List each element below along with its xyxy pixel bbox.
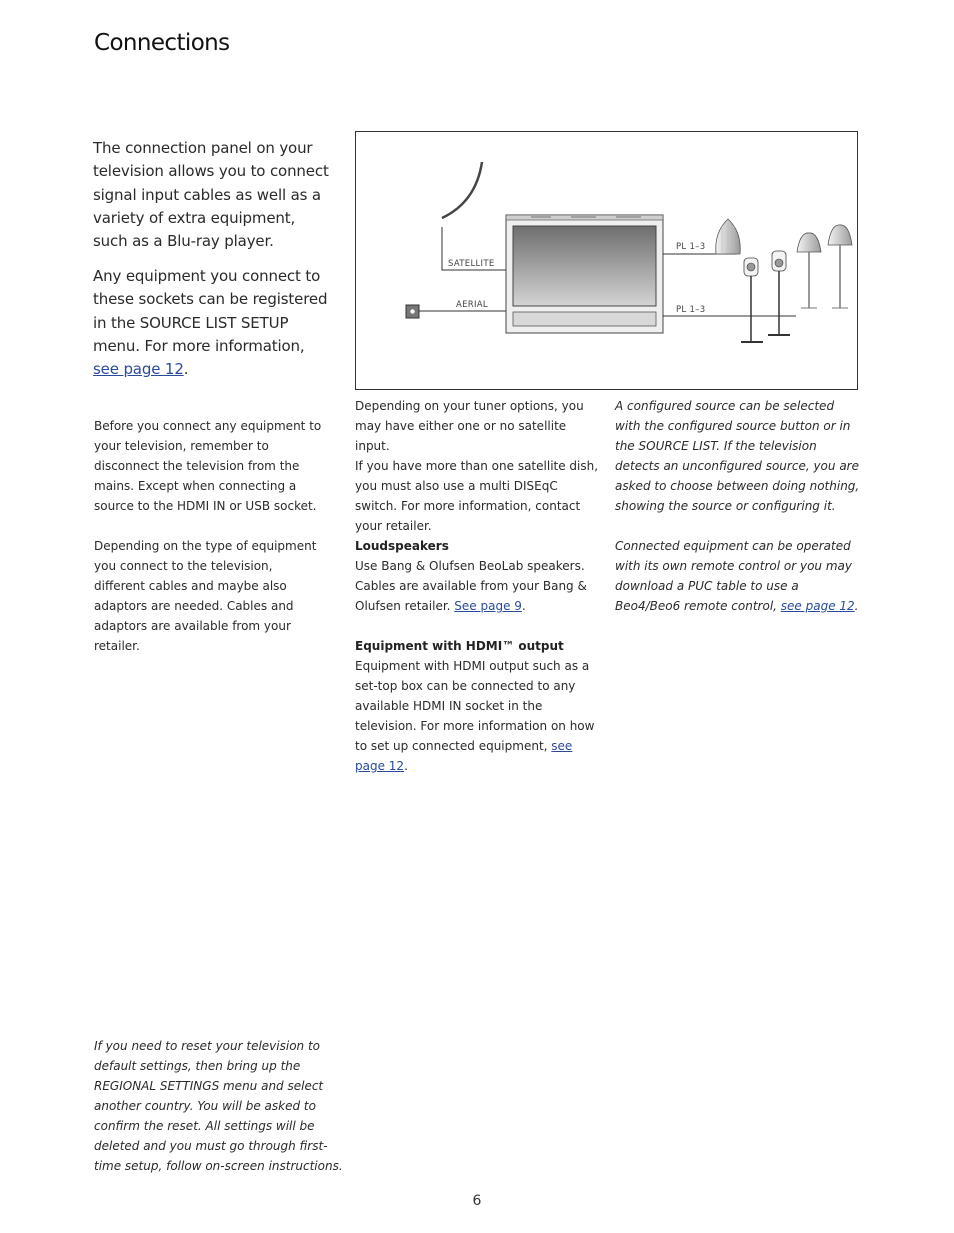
hdmi-text: Equipment with HDMI output such as a set-top box can be connected to any available HDMI IN socket in the television. For more information on how to set up connected equipment, [355,659,595,753]
see-page-9-link[interactable]: See page 9 [454,599,522,613]
intro-paragraph-2-end: . [183,360,189,379]
middle-paragraph-1: Depending on your tuner options, you may have either one or no satellite input. [355,399,584,453]
right-paragraph-2-end: . [854,599,859,613]
speaker-cone-icon-2 [828,225,852,308]
hdmi-see-page-12-link[interactable]: see page 12 [355,739,573,773]
page-title: Connections [94,30,230,56]
left-paragraph-1: Before you connect any equipment to your television, remember to disconnect the television from the mains. Except when connecting a source to the HDMI IN or USB socket. [94,419,322,513]
intro-paragraph-2 [93,265,329,381]
hdmi-end: . [404,759,408,773]
pl-bottom-label: PL 1–3 [676,305,706,315]
loudspeakers-heading: Loudspeakers [355,539,449,553]
speaker-egg-icon [716,219,741,254]
hdmi-heading: Equipment with HDMI™ output [355,639,564,653]
page-number: 6 [472,1193,482,1209]
speaker-cone-icon-1 [797,233,821,308]
reset-note: If you need to reset your television to default settings, then bring up the REGIONAL SETTINGS menu and select another country. You will be asked to confirm the reset. All settings will be deleted and you must go through first-time setup, follow on-screen instructions. [94,1039,343,1173]
right-see-page-12-link[interactable]: see page 12 [780,599,855,613]
connection-diagram [355,131,858,390]
satellite-label: SATELLITE [448,259,495,269]
speaker-stand-icon-1 [741,258,763,342]
speaker-stand-icon-2 [768,251,790,335]
intro-paragraph-2-text: Any equipment you connect to these sockets can be registered in the SOURCE LIST SETUP menu. For more information, [93,267,328,355]
right-paragraph-1: A configured source can be selected with the configured source button or in the SOURCE LIST. If the television detects an unconfigured source, you are asked to choose between doing nothing, showing the source or configuring it. [615,399,860,513]
right-paragraph-2-text: Connected equipment can be operated with its own remote control or you may download a PUC table to use a Beo4/Beo6 remote control, [615,539,852,613]
satellite-dish-icon [442,162,482,218]
loudspeakers-section [355,536,600,616]
see-page-12-link[interactable]: see page 12 [93,360,184,379]
loudspeakers-text: Use Bang & Olufsen BeoLab speakers. Cables are available from your Bang & Olufsen retailer. [355,559,587,613]
right-paragraph-2 [615,536,863,616]
intro-paragraph-1: The connection panel on your television allows you to connect signal input cables as well as a variety of extra equipment, such as a Blu-ray player. [93,139,329,251]
television-icon [506,215,663,333]
hdmi-section [355,636,600,776]
pl-top-label: PL 1–3 [676,242,706,252]
loudspeakers-end: . [521,599,526,613]
middle-paragraph-2: If you have more than one satellite dish, you must also use a multi DISEqC switch. For more information, contact your retailer. [355,459,599,533]
connection-diagram-svg [356,132,859,391]
left-paragraph-2: Depending on the type of equipment you connect to the television, different cables and maybe also adaptors are needed. Cables and adaptors are available from your retailer. [94,539,317,653]
aerial-label: AERIAL [456,300,488,310]
